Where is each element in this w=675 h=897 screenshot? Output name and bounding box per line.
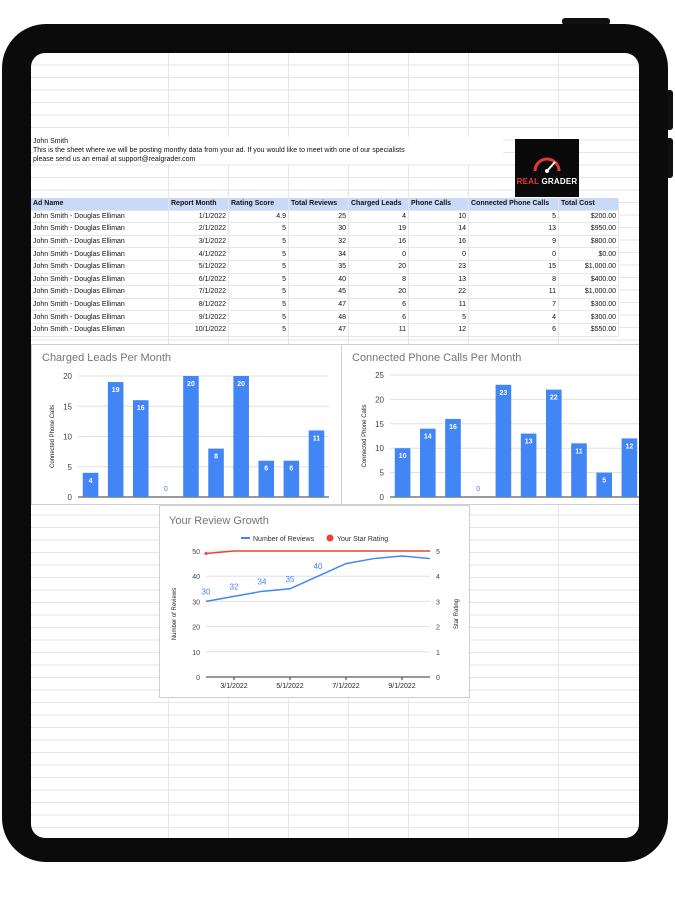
table-cell[interactable]: 0 [469, 248, 559, 261]
charged-leads-y-tick: 15 [63, 402, 72, 412]
table-cell[interactable]: 11 [469, 286, 559, 299]
review-growth-chart-svg [160, 506, 469, 697]
col-phone-calls[interactable]: Phone Calls [409, 198, 469, 210]
table-cell[interactable]: 40 [289, 273, 349, 286]
connected-calls-data-label: 13 [524, 438, 533, 446]
review-growth-y-right-tick: 0 [436, 675, 440, 682]
table-cell[interactable]: 2/1/2022 [169, 223, 229, 236]
charged-leads-data-label: 11 [312, 435, 321, 443]
table-cell[interactable]: $200.00 [559, 210, 619, 223]
table-row [31, 311, 619, 324]
table-cell[interactable]: 35 [289, 260, 349, 273]
connected-calls-chart[interactable] [341, 344, 639, 505]
table-cell[interactable]: 30 [289, 223, 349, 236]
table-cell[interactable]: 5 [409, 311, 469, 324]
review-growth-chart[interactable] [159, 505, 470, 698]
connected-calls-y-tick: 0 [379, 493, 384, 502]
table-cell[interactable]: 0 [349, 248, 409, 261]
legend-rating-label: Your Star Rating [337, 536, 389, 543]
table-cell[interactable]: 12 [409, 323, 469, 336]
charged-leads-y-tick: 10 [63, 432, 72, 442]
review-growth-y-right-label: Star Rating [454, 598, 460, 630]
intro-text [33, 137, 503, 164]
table-cell[interactable]: 10/1/2022 [169, 323, 229, 336]
charged-leads-data-label: 19 [111, 387, 120, 395]
table-cell[interactable]: 5 [469, 210, 559, 223]
table-cell[interactable]: 22 [409, 286, 469, 299]
table-cell[interactable]: $800.00 [559, 235, 619, 248]
review-growth-y-right-tick: 1 [436, 649, 440, 657]
connected-calls-data-label: 5 [602, 477, 607, 485]
table-cell[interactable]: John Smith - Douglas Elliman [31, 210, 169, 223]
table-body [31, 210, 619, 336]
review-growth-y-left-tick: 10 [192, 649, 200, 657]
table-cell[interactable]: 5 [229, 311, 289, 324]
col-ad-name[interactable]: Ad Name [31, 198, 169, 210]
review-growth-y-left-tick: 40 [192, 574, 200, 582]
table-row [31, 260, 619, 273]
table-cell[interactable]: 0 [409, 248, 469, 261]
table-cell[interactable]: 8/1/2022 [169, 298, 229, 311]
star-rating-point [205, 552, 208, 555]
connected-calls-chart-svg [342, 345, 639, 504]
table-cell[interactable]: 14 [409, 223, 469, 236]
table-cell[interactable]: John Smith - Douglas Elliman [31, 311, 169, 324]
reviews-data-label: 30 [201, 587, 211, 597]
table-cell[interactable]: 4 [349, 210, 409, 223]
logo-word-real: REAL [516, 177, 540, 186]
table-cell[interactable]: 6 [349, 298, 409, 311]
connected-calls-chart-title: Connected Phone Calls Per Month [352, 352, 522, 364]
table-cell[interactable]: 16 [409, 235, 469, 248]
table-cell[interactable]: 45 [289, 286, 349, 299]
table-cell[interactable]: $300.00 [559, 311, 619, 324]
reviews-data-label: 40 [313, 562, 323, 572]
connected-calls-y-tick: 20 [375, 395, 384, 405]
connected-calls-bar [546, 390, 562, 497]
legend-rating-swatch [327, 535, 334, 542]
charged-leads-bar [108, 382, 124, 497]
review-growth-chart-title: Your Review Growth [169, 515, 269, 527]
table-cell[interactable]: John Smith - Douglas Elliman [31, 260, 169, 273]
col-report-month[interactable]: Report Month [169, 198, 229, 210]
table-cell[interactable]: 15 [469, 260, 559, 273]
table-cell[interactable]: 23 [409, 260, 469, 273]
charged-leads-bar [183, 376, 199, 497]
table-row [31, 210, 619, 223]
connected-calls-data-label: 23 [499, 389, 508, 397]
table-cell[interactable]: John Smith - Douglas Elliman [31, 273, 169, 286]
table-cell[interactable]: John Smith - Douglas Elliman [31, 323, 169, 336]
table-cell[interactable]: $550.00 [559, 323, 619, 336]
connected-calls-bar [596, 473, 612, 497]
table-cell[interactable]: 5 [229, 248, 289, 261]
table-cell[interactable]: $0.00 [559, 248, 619, 261]
table-cell[interactable]: 34 [289, 248, 349, 261]
charged-leads-chart-title: Charged Leads Per Month [42, 352, 172, 364]
table-cell[interactable]: John Smith - Douglas Elliman [31, 223, 169, 236]
col-rating-score[interactable]: Rating Score [229, 198, 289, 210]
table-cell[interactable]: 13 [409, 273, 469, 286]
connected-calls-data-label: 0 [476, 486, 481, 493]
table-cell[interactable]: 8 [469, 273, 559, 286]
review-growth-x-tick: 9/1/2022 [388, 683, 416, 690]
table-row [31, 323, 619, 336]
table-cell[interactable]: 6 [469, 323, 559, 336]
table-header-row [31, 198, 619, 210]
table-row [31, 248, 619, 261]
table-cell[interactable]: 1/1/2022 [169, 210, 229, 223]
charged-leads-data-label: 8 [214, 453, 219, 461]
table-cell[interactable]: 47 [289, 323, 349, 336]
table-cell[interactable]: 5 [229, 223, 289, 236]
review-growth-y-right-tick: 4 [436, 574, 440, 582]
table-cell[interactable]: 5/1/2022 [169, 260, 229, 273]
table-row [31, 286, 619, 299]
table-cell[interactable]: $950.00 [559, 223, 619, 236]
real-grader-logo [515, 139, 579, 197]
charged-leads-data-label: 20 [187, 381, 195, 388]
table-cell[interactable]: John Smith - Douglas Elliman [31, 286, 169, 299]
table-cell[interactable]: 32 [289, 235, 349, 248]
table-cell[interactable]: 9 [469, 235, 559, 248]
table-cell[interactable]: 11 [409, 298, 469, 311]
table-cell[interactable]: 8 [349, 273, 409, 286]
table-cell[interactable]: 5 [229, 235, 289, 248]
gauge-icon [515, 139, 579, 179]
col-charged-leads[interactable]: Charged Leads [349, 198, 409, 210]
connected-calls-y-tick: 5 [379, 468, 384, 478]
table-cell[interactable]: $1,000.00 [559, 260, 619, 273]
charged-leads-bar [83, 473, 99, 497]
review-growth-x-tick: 7/1/2022 [332, 683, 360, 690]
table-cell[interactable]: 9/1/2022 [169, 311, 229, 324]
table-cell[interactable]: 5 [229, 260, 289, 273]
connected-calls-data-label: 14 [423, 433, 432, 441]
review-growth-y-right-tick: 3 [436, 599, 440, 607]
col-total-reviews[interactable]: Total Reviews [289, 198, 349, 210]
table-cell[interactable]: 4 [469, 311, 559, 324]
table-cell[interactable]: 47 [289, 298, 349, 311]
review-growth-y-left-tick: 30 [192, 599, 200, 607]
connected-calls-data-label: 16 [449, 423, 457, 431]
review-growth-y-left-tick: 50 [192, 549, 200, 556]
connected-calls-y-tick: 10 [375, 444, 384, 454]
table-cell[interactable]: 10 [409, 210, 469, 223]
table-cell[interactable]: John Smith - Douglas Elliman [31, 298, 169, 311]
connected-calls-y-axis-label: Connected Phone Calls [362, 404, 368, 468]
table-cell[interactable]: 13 [469, 223, 559, 236]
table-cell[interactable]: John Smith - Douglas Elliman [31, 235, 169, 248]
charged-leads-chart[interactable] [31, 344, 342, 505]
col-connected-phone-calls[interactable]: Connected Phone Calls [469, 198, 559, 210]
legend-reviews-label: Number of Reviews [253, 536, 315, 543]
review-growth-y-right-tick: 5 [436, 549, 440, 556]
table-cell[interactable]: 4/1/2022 [169, 248, 229, 261]
table-cell[interactable]: $1,000.00 [559, 286, 619, 299]
review-growth-y-left-label: Number of Reviews [172, 587, 178, 641]
connected-calls-data-label: 10 [398, 453, 407, 461]
intro-line-1: This is the sheet where we will be posting monthy data from your ad. If you would like to meet with one of our specialists [33, 147, 405, 154]
table-cell[interactable]: 6 [349, 311, 409, 324]
table-cell[interactable]: 5 [229, 323, 289, 336]
col-total-cost[interactable]: Total Cost [559, 198, 619, 210]
table-row [31, 235, 619, 248]
table-cell[interactable]: 48 [289, 311, 349, 324]
intro-name: John Smith [33, 138, 69, 145]
table-cell[interactable]: $400.00 [559, 273, 619, 286]
charged-leads-y-tick: 5 [67, 462, 72, 472]
charged-leads-data-label: 0 [163, 486, 168, 493]
table-cell[interactable]: 5 [229, 273, 289, 286]
charged-leads-data-label: 6 [289, 465, 294, 473]
table-cell[interactable]: 16 [349, 235, 409, 248]
charged-leads-y-tick: 0 [67, 493, 72, 502]
table-row [31, 298, 619, 311]
table-cell[interactable]: John Smith - Douglas Elliman [31, 248, 169, 261]
connected-calls-data-label: 11 [575, 448, 583, 456]
logo-word-grader: GRADER [541, 177, 578, 186]
table-cell[interactable]: 6/1/2022 [169, 273, 229, 286]
intro-line-2: please send us an email at support@realgrader.com [33, 156, 196, 163]
star-rating-line [206, 551, 430, 554]
table-cell[interactable]: 5 [229, 286, 289, 299]
table-cell[interactable]: 3/1/2022 [169, 235, 229, 248]
charged-leads-bar [133, 400, 149, 497]
connected-calls-y-tick: 15 [375, 419, 384, 429]
review-growth-y-left-tick: 20 [192, 624, 200, 632]
reviews-data-label: 32 [229, 582, 239, 592]
report-table [31, 198, 619, 337]
table-cell[interactable]: $300.00 [559, 298, 619, 311]
table-cell[interactable]: 19 [349, 223, 409, 236]
connected-calls-data-label: 22 [549, 394, 558, 402]
charged-leads-data-label: 6 [264, 465, 269, 473]
reviews-data-label: 34 [257, 577, 267, 587]
table-cell[interactable]: 11 [349, 323, 409, 336]
table-cell[interactable]: 25 [289, 210, 349, 223]
connected-calls-y-tick: 25 [375, 371, 384, 380]
table-cell[interactable]: 7 [469, 298, 559, 311]
table-cell[interactable]: 20 [349, 286, 409, 299]
table-cell[interactable]: 7/1/2022 [169, 286, 229, 299]
charged-leads-data-label: 16 [136, 405, 145, 413]
table-row [31, 223, 619, 236]
table-cell[interactable]: 20 [349, 260, 409, 273]
charged-leads-data-label: 4 [88, 477, 93, 485]
table-cell[interactable]: 4.9 [229, 210, 289, 223]
table-row [31, 273, 619, 286]
charged-leads-y-tick: 20 [63, 372, 72, 381]
review-growth-x-tick: 5/1/2022 [276, 683, 304, 690]
charged-leads-y-axis-label: Connected Phone Calls [50, 404, 56, 469]
logo-text [515, 177, 579, 186]
charged-leads-chart-svg [32, 345, 341, 504]
charged-leads-bar [233, 376, 249, 497]
spreadsheet-screen [31, 53, 639, 838]
table-cell[interactable]: 5 [229, 298, 289, 311]
charged-leads-data-label: 20 [237, 381, 246, 388]
reviews-data-label: 35 [285, 574, 295, 584]
review-growth-y-right-tick: 2 [436, 624, 440, 632]
connected-calls-bar [496, 385, 512, 497]
review-growth-x-tick: 3/1/2022 [220, 683, 248, 690]
connected-calls-data-label: 12 [625, 443, 634, 451]
review-growth-y-left-tick: 0 [196, 675, 200, 682]
